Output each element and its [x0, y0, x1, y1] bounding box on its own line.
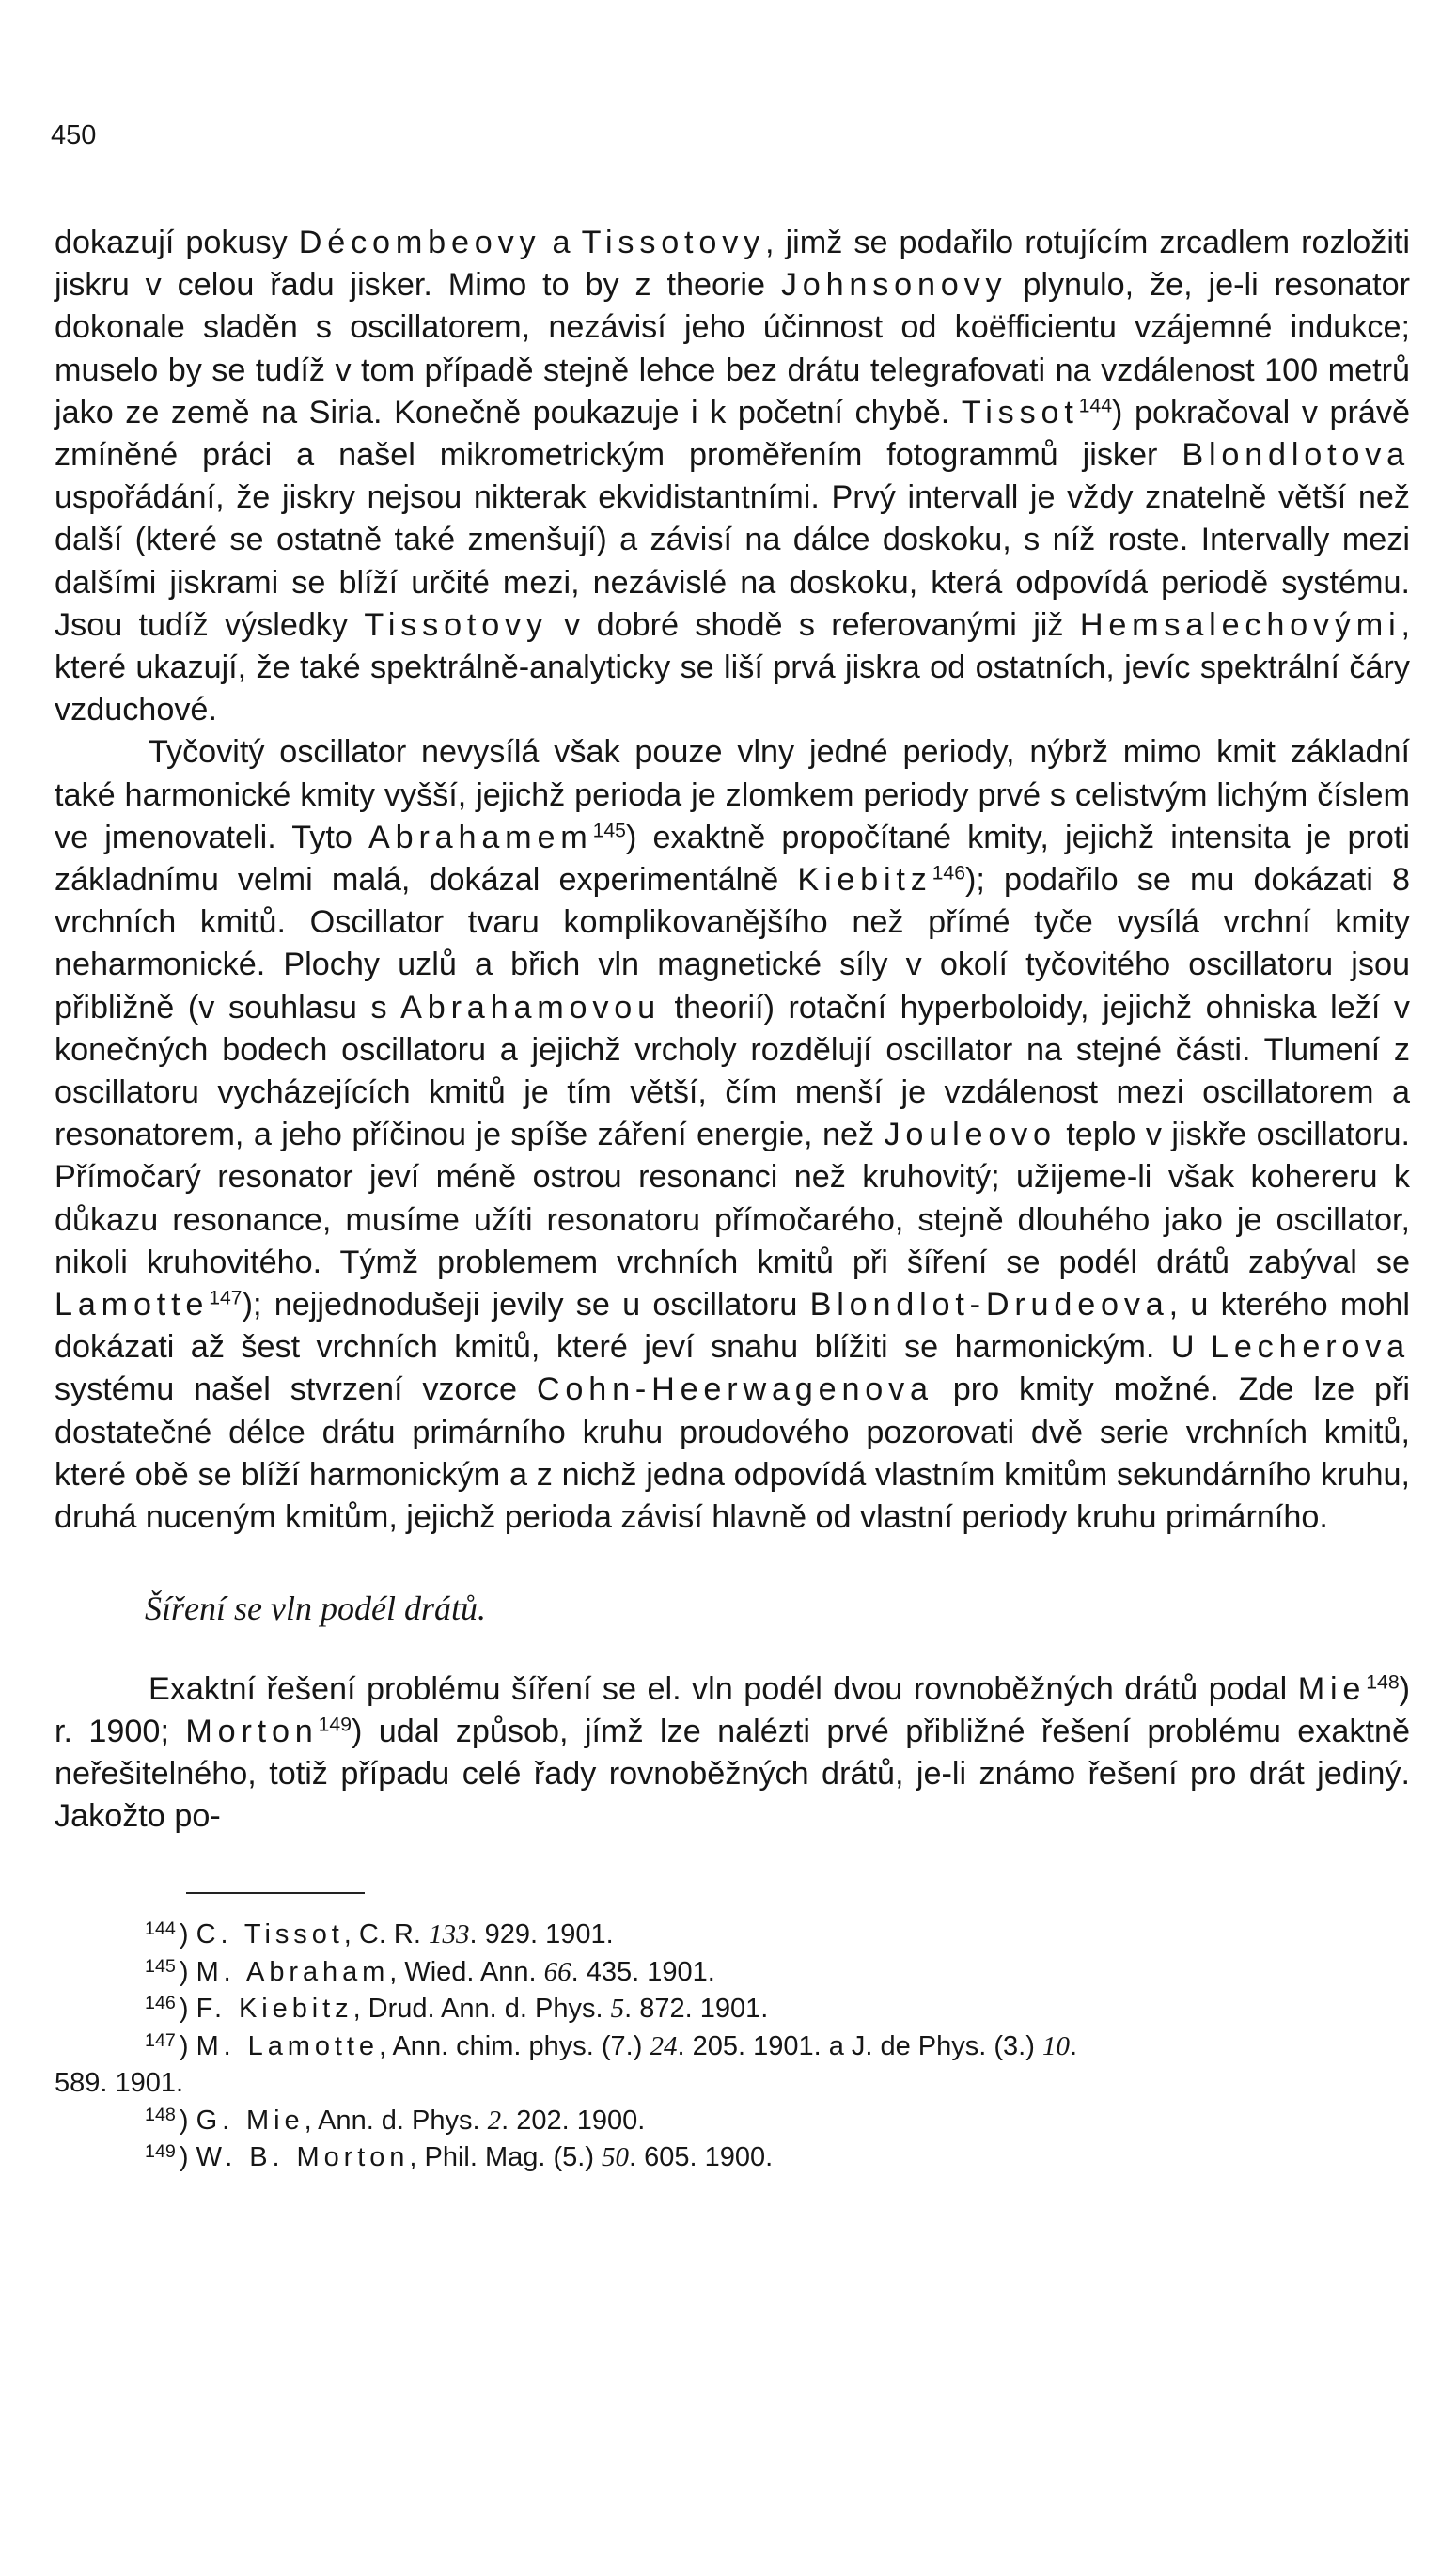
footnote-147: $^{147}$ ) M. Lamotte, Ann. chim. phys. (7.) 24. 205. 1901. a J. de Phys. (3.) 10. — [145, 2029, 1078, 2061]
body-text — [55, 222, 1410, 2177]
footnote-ref[interactable]: 146 — [932, 862, 965, 885]
person-name: Jouleovo — [884, 1117, 1057, 1153]
footnote-ref[interactable]: 147 — [209, 1287, 243, 1309]
person-name: Blondlot-Drudeova — [809, 1287, 1169, 1323]
footnote-148: $^{148}$ ) G. Mie, Ann. d. Phys. 2. 202. 1900. — [145, 2104, 646, 2136]
person-name: Tissotovy — [364, 606, 548, 643]
footnote-149: $^{149}$ ) W. B. Morton, Phil. Mag. (5.) 50. 605. 1900. — [145, 2141, 774, 2173]
paragraph-1: dokazují pokusy Décombeovy a Tissotovy, jimž se podařilo rotujícím zrcadlem rozložiti jiskru v celou řadu jisker. Mimo to by z theorie Johnsonovy plynulo, že, je-li resonator dokonale sladěn s oscillatorem, nezávisí jeho účinnost od koëfficientu vzájemné indukce; muselo by se tudíž v tom případě stejně lehce bez drátu telegrafovati na vzdálenost 100 metrů jako ze země na Siria. Konečně poukazuje i k početní chybě. Tissot$^{144}$) pokračoval v právě zmíněné práci a našel mikrometrickým proměřením fotogrammů jisker Blondlotova uspořádání, že jiskry nejsou nikterak ekvidistantními. Prvý intervall je vždy znatelně větší než další (které se ostatně také zmenšují) a závisí na dálce doskoku, s níž roste. Intervally mezi dalšími jiskrami se blíží určité mezi, nezávislé na doskoku, která odpovídá periodě systému. Jsou tudíž výsledky Tissotovy v dobré shodě s referovanými již Hemsalechovými, které ukazují, že také spektrálně-analyticky se liší prvá jiskra od ostatních, jevíc spektrální čáry vzduchové. — [55, 225, 1411, 728]
section-heading: Šíření se vln podél drátů. — [145, 1589, 486, 1628]
footnote-divider — [186, 1892, 365, 1894]
footnote-147-continued: 589. 1901. — [55, 2068, 184, 2099]
person-name: Tissotovy — [581, 225, 766, 260]
paragraph-2: Tyčovitý oscillator nevysílá však pouze vlny jedné periody, nýbrž mimo kmit základní také harmonické kmity vyšší, jejichž perioda je zlomkem periody prvé s celistvým lichým číslem ve jmenovateli. Tyto Abrahamem$^{145}$) exaktně propočítané kmity, jejichž intensita je proti základnímu velmi malá, dokázal experimentálně Kiebitz$^{146}$); podařilo se mu dokázati 8 vrchních kmitů. Oscillator tvaru komplikovanějšího než přímé tyče vysílá vrchní kmity neharmonické. Plochy uzlů a břich vln magnetické síly v okolí tyčovitého oscillatoru jsou přibližně (v souhlasu s Abrahamovou theorií) rotační hyperboloidy, jejichž ohniska leží v konečných bodech oscillatoru a jejichž vrcholy rozdělují oscillator na stejné části. Tlumení z oscillatoru vycházejících kmitů je tím větší, čím menší je vzdálenost mezi oscillatorem a resonatorem, a jeho příčinou je spíše záření energie, než Jouleovo teplo v jiskře oscillatoru. Přímočarý resonator jeví méně ostrou resonanci než kruhovitý; užijeme-li však kohereru k důkazu resonance, musíme užíti resonatoru přímočarého, stejně dlouhého jako je oscillator, nikoli kruhovitého. Týmž problemem vrchních kmitů při šíření se podél drátů zabýval se Lamotte$^{147}$); nejjednodušeji jevily se u oscillatoru Blondlot-Drudeova, u kterého mohl dokázati až šest vrchních kmitů, které jeví snahu blížiti se harmonickým. U Lecherova systému našel stvrzení vzorce Cohn-Heerwagenova pro kmity možné. Zde lze při dostatečné délce drátu primárního kruhu proudového pozorovati dvě serie vrchních kmitů, které obě se blíží harmonickým a z nichž jedna odpovídá vlastním kmitům sekundárního kruhu, druhá nuceným kmitům, jejichž perioda závisí hlavně od vlastní periody kruhu primárního. — [55, 734, 1411, 1536]
footnote-ref[interactable]: 148 — [1366, 1670, 1400, 1693]
footnote-144: $^{144}$ ) C. Tissot, C. R. 133. 929. 1901. — [145, 1918, 614, 1950]
paragraph-3: Exaktní řešení problému šíření se el. vln podél dvou rovnoběžných drátů podal Mie$^{148}$) r. 1900; Morton$^{149}$) udal způsob, jímž lze nalézti prvé přibližné řešení problému exaktně neřešitelného, totiž případu celé řady rovnoběžných drátů, je-li známo řešení pro drát jediný. Jakožto po- — [55, 1670, 1411, 1835]
footnote-ref[interactable]: 145 — [592, 820, 626, 842]
person-name: Décombeovy — [298, 225, 541, 260]
person-name: Lecherova — [1211, 1329, 1410, 1366]
person-name: Blondlotova — [1182, 437, 1410, 474]
person-name: Mie — [1297, 1670, 1367, 1707]
person-name: Lamotte — [55, 1287, 210, 1323]
footnote-146: $^{146}$ ) F. Kiebitz, Drud. Ann. d. Phys. 5. 872. 1901. — [145, 1993, 769, 2025]
person-name: Abrahamovou — [400, 989, 661, 1026]
footnote-ref[interactable]: 144 — [1078, 395, 1112, 417]
footnotes — [55, 1917, 1410, 2177]
footnote-145: $^{145}$ ) M. Abraham, Wied. Ann. 66. 435. 1901. — [145, 1955, 715, 1987]
page-number: 450 — [51, 120, 97, 150]
person-name: Cohn-Heerwagenova — [536, 1371, 933, 1408]
footnote-ref[interactable]: 149 — [318, 1714, 352, 1736]
person-name: Morton — [185, 1713, 319, 1749]
person-name: Johnsonovy — [780, 267, 1008, 304]
person-name: Tissot — [961, 394, 1079, 431]
person-name: Hemsalechovými — [1079, 606, 1401, 643]
person-name: Kiebitz — [797, 862, 932, 899]
person-name: Abrahamem — [368, 819, 593, 855]
